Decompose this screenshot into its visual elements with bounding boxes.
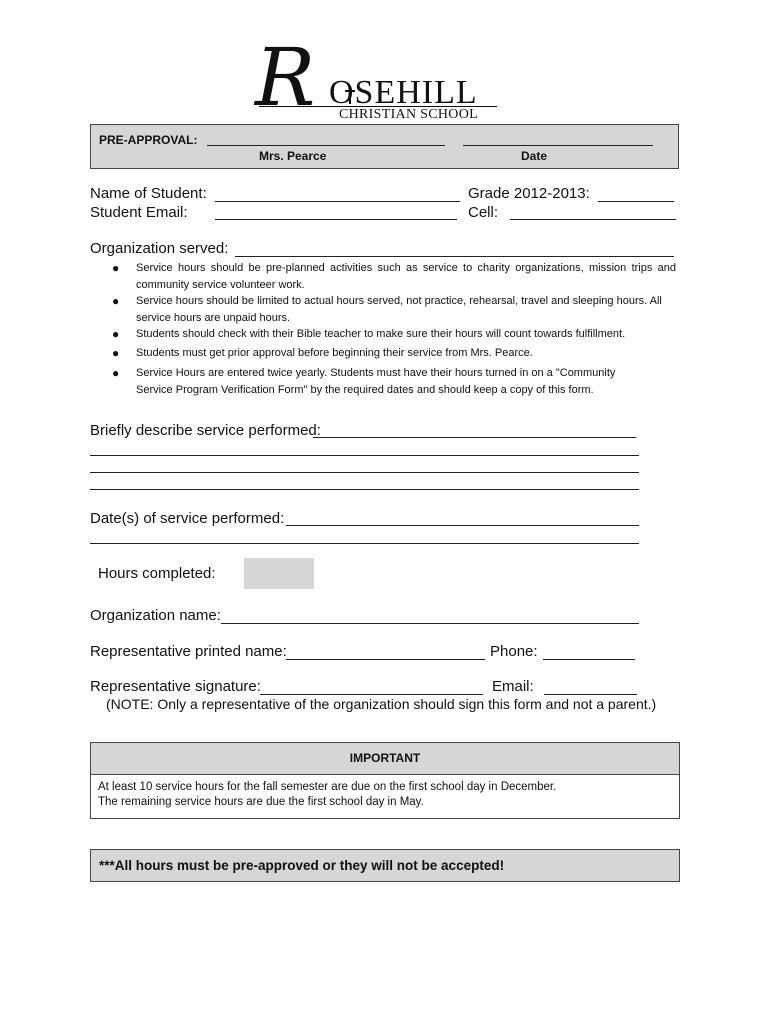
important-header	[91, 743, 679, 775]
school-logo	[255, 31, 500, 126]
preapproval-label: PRE-APPROVAL:	[99, 133, 198, 147]
rep-signature-label: Representative signature:	[90, 678, 261, 695]
organization-name-field[interactable]	[221, 623, 639, 624]
important-heading: IMPORTANT	[349, 751, 421, 765]
student-name-field[interactable]	[215, 201, 460, 202]
rule-item: Students must get prior approval before beginning their service from Mrs. Pearce.	[136, 347, 533, 359]
warning-box	[90, 849, 680, 882]
describe-service-line[interactable]	[90, 455, 639, 456]
rule-item: Service hours should be limited to actual hours served, not practice, rehearsal, travel and sleeping hours. All service hours are unpaid hours.	[136, 295, 662, 324]
phone-field[interactable]	[543, 659, 635, 660]
email-label: Email:	[492, 678, 534, 695]
logo-subtitle: CHRISTIAN SCHOOL	[339, 107, 478, 122]
cell-field[interactable]	[510, 219, 676, 220]
describe-service-field[interactable]	[313, 437, 636, 438]
rep-printed-name-field[interactable]	[286, 659, 485, 660]
preapproval-name-caption: Mrs. Pearce	[259, 149, 327, 163]
preapproval-date-line[interactable]	[463, 145, 653, 146]
cell-label: Cell:	[468, 204, 499, 221]
important-line-1: At least 10 service hours for the fall semester are due on the first school day in December.	[98, 781, 557, 793]
organization-served-label: Organization served:	[90, 240, 229, 257]
rule-item: Students should check with their Bible teacher to make sure their hours will count towards fulfillment.	[136, 328, 626, 340]
important-line-2: The remaining service hours are due the first school day in May.	[98, 796, 424, 808]
student-email-field[interactable]	[215, 219, 457, 220]
bullet-icon: ●	[112, 294, 120, 308]
grade-field[interactable]	[598, 201, 674, 202]
hours-completed-label: Hours completed:	[98, 565, 216, 582]
describe-service-line[interactable]	[90, 472, 639, 473]
student-name-label: Name of Student:	[90, 185, 207, 202]
organization-served-field[interactable]	[235, 256, 674, 257]
service-dates-field[interactable]	[286, 525, 639, 526]
student-email-label: Student Email:	[90, 204, 188, 221]
rep-signature-field[interactable]	[260, 694, 483, 695]
service-dates-label: Date(s) of service performed:	[90, 510, 285, 527]
grade-label: Grade 2012-2013:	[468, 185, 590, 202]
bullet-icon: ●	[112, 261, 120, 275]
describe-service-line[interactable]	[90, 489, 639, 490]
bullet-icon: ●	[112, 327, 120, 341]
describe-service-label: Briefly describe service performed:	[90, 422, 321, 439]
bullet-icon: ●	[112, 346, 120, 360]
preapproval-date-caption: Date	[521, 149, 548, 163]
service-dates-line[interactable]	[90, 543, 639, 544]
logo-name: OSEHILL	[329, 74, 478, 111]
preapproval-signature-line[interactable]	[207, 145, 445, 146]
logo-initial: R	[255, 31, 316, 124]
preapproval-box	[90, 124, 679, 169]
hours-completed-field[interactable]	[244, 558, 314, 589]
organization-name-label: Organization name:	[90, 607, 221, 624]
important-box	[90, 742, 680, 819]
rule-item: Service Hours are entered twice yearly. Students must have their hours turned in on a "Community Service Program Verification Form" by the required dates and should keep a copy of this form.	[136, 367, 616, 396]
rule-item: Service hours should be pre-planned activities such as service to charity organizations, mission trips and community service volunteer work.	[136, 262, 676, 291]
email-field[interactable]	[544, 694, 637, 695]
parent-note: (NOTE: Only a representative of the organization should sign this form and not a parent.)	[106, 696, 657, 712]
phone-label: Phone:	[490, 643, 538, 660]
warning-text: ***All hours must be pre-approved or they will not be accepted!	[99, 858, 505, 873]
rep-printed-name-label: Representative printed name:	[90, 643, 287, 660]
bullet-icon: ●	[112, 366, 120, 380]
